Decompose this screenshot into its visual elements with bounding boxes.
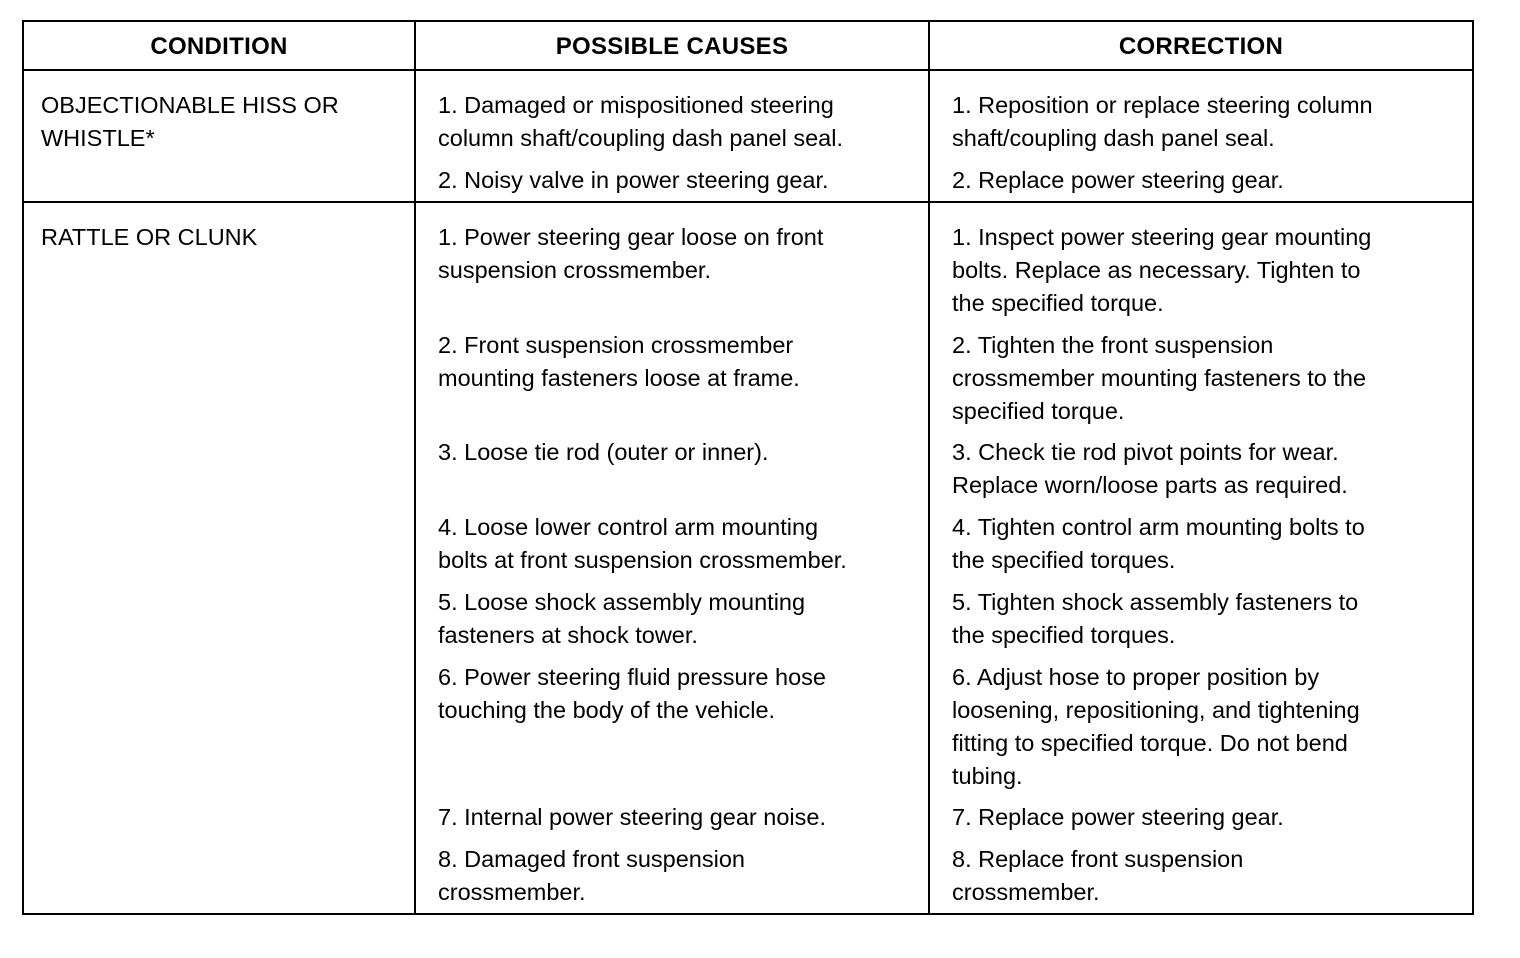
row2-cause-1 <box>438 221 823 287</box>
cause-line: 3. Loose tie rod (outer or inner). <box>438 439 769 465</box>
row2-correction-4 <box>952 511 1365 577</box>
correction-line: 1. Reposition or replace steering column <box>952 92 1373 118</box>
cause-line: 4. Loose lower control arm mounting <box>438 514 819 540</box>
header-correction: CORRECTION <box>1118 33 1284 60</box>
cause-line: 6. Power steering fluid pressure hose <box>438 664 826 690</box>
correction-line: shaft/coupling dash panel seal. <box>952 125 1275 151</box>
cause-line: fasteners at shock tower. <box>438 622 698 648</box>
correction-line: bolts. Replace as necessary. Tighten to <box>952 257 1361 283</box>
row2-correction-8 <box>952 843 1243 909</box>
cause-line: 7. Internal power steering gear noise. <box>438 804 826 830</box>
row1-condition <box>41 89 339 155</box>
correction-line: 3. Check tie rod pivot points for wear. <box>952 439 1339 465</box>
correction-line: 1. Inspect power steering gear mounting <box>952 224 1372 250</box>
column-divider-1 <box>414 22 416 913</box>
cause-line: touching the body of the vehicle. <box>438 697 776 723</box>
diagnosis-table <box>22 20 1474 915</box>
row2-condition <box>41 221 257 254</box>
correction-line: 5. Tighten shock assembly fasteners to <box>952 589 1359 615</box>
row1-condition-line: OBJECTIONABLE HISS OR <box>41 92 339 118</box>
correction-line: fitting to specified torque. Do not bend <box>952 730 1348 756</box>
cause-line: 8. Damaged front suspension <box>438 846 745 872</box>
row2-cause-5 <box>438 586 805 652</box>
correction-line: specified torque. <box>952 398 1125 424</box>
row2-cause-6 <box>438 661 826 727</box>
cause-line: 1. Power steering gear loose on front <box>438 224 824 250</box>
correction-line: tubing. <box>952 763 1023 789</box>
correction-line: crossmember. <box>952 879 1100 905</box>
correction-line: 8. Replace front suspension <box>952 846 1244 872</box>
row2-condition-line: RATTLE OR CLUNK <box>41 224 258 250</box>
cause-line: 5. Loose shock assembly mounting <box>438 589 806 615</box>
cause-line: 2. Noisy valve in power steering gear. <box>438 167 829 193</box>
row2-correction-2 <box>952 329 1366 428</box>
cause-line: bolts at front suspension crossmember. <box>438 547 847 573</box>
correction-line: Replace worn/loose parts as required. <box>952 472 1348 498</box>
correction-line: 2. Replace power steering gear. <box>952 167 1284 193</box>
cause-line: suspension crossmember. <box>438 257 711 283</box>
column-divider-2 <box>928 22 930 913</box>
correction-line: the specified torque. <box>952 290 1164 316</box>
cause-line: crossmember. <box>438 879 586 905</box>
row2-cause-3 <box>438 436 768 469</box>
correction-line: 6. Adjust hose to proper position by <box>952 664 1320 690</box>
row1-correction-1 <box>952 89 1373 155</box>
row2-cause-7 <box>438 801 826 834</box>
header-possible-causes: POSSIBLE CAUSES <box>555 33 789 60</box>
row2-correction-7 <box>952 801 1284 834</box>
cause-line: 1. Damaged or mispositioned steering <box>438 92 834 118</box>
correction-line: crossmember mounting fasteners to the <box>952 365 1367 391</box>
cause-line: column shaft/coupling dash panel seal. <box>438 125 843 151</box>
correction-line: the specified torques. <box>952 622 1176 648</box>
row1-condition-line: WHISTLE* <box>41 125 155 151</box>
row1-cause-1 <box>438 89 843 155</box>
row2-correction-3 <box>952 436 1348 502</box>
row2-cause-8 <box>438 843 745 909</box>
row2-correction-5 <box>952 586 1358 652</box>
correction-line: 2. Tighten the front suspension <box>952 332 1274 358</box>
correction-line: 7. Replace power steering gear. <box>952 804 1284 830</box>
row-divider <box>24 201 1472 203</box>
cause-line: mounting fasteners loose at frame. <box>438 365 800 391</box>
cause-line: 2. Front suspension crossmember <box>438 332 794 358</box>
row1-cause-2 <box>438 164 829 197</box>
row2-cause-4 <box>438 511 847 577</box>
header-condition: CONDITION <box>150 33 288 60</box>
correction-line: loosening, repositioning, and tightening <box>952 697 1360 723</box>
correction-line: 4. Tighten control arm mounting bolts to <box>952 514 1365 540</box>
row1-correction-2 <box>952 164 1284 197</box>
row2-correction-1 <box>952 221 1371 320</box>
correction-line: the specified torques. <box>952 547 1176 573</box>
row2-cause-2 <box>438 329 800 395</box>
row2-correction-6 <box>952 661 1360 793</box>
